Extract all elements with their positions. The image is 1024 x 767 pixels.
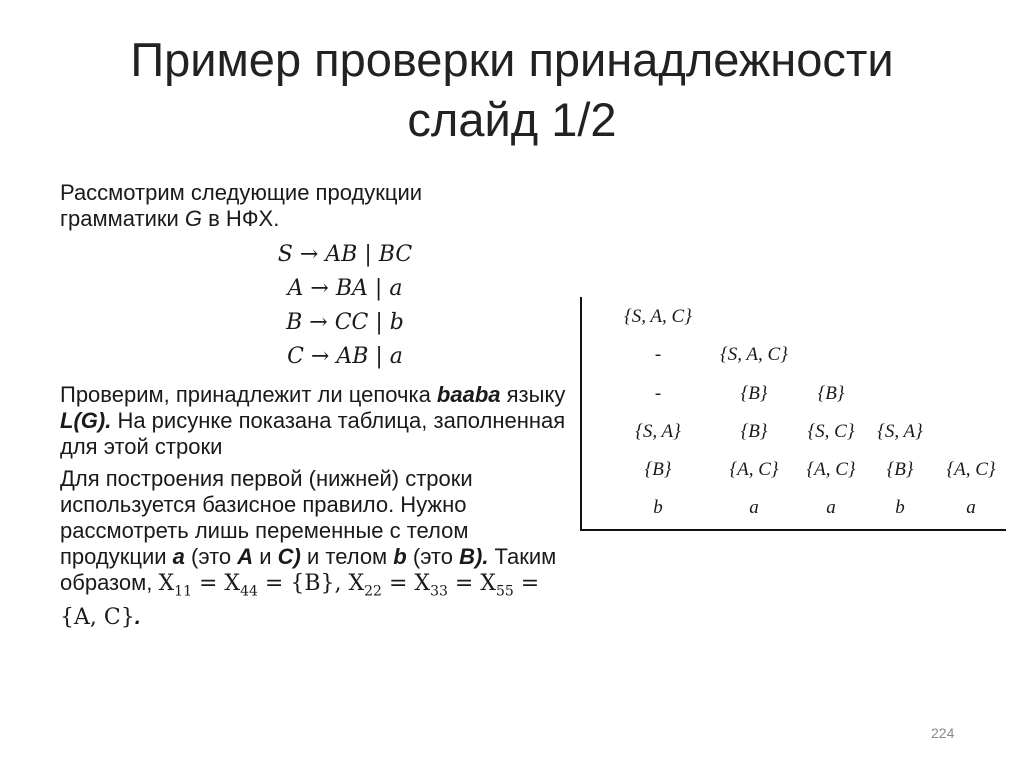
eq-end: . [134,604,141,630]
eq-part: = {B}, X [257,571,365,596]
cyk-cell: {A, C} [946,459,996,480]
production-rhs: BA [335,276,368,301]
production-lhs: C [287,344,304,369]
production-A [60,272,570,306]
bar-symbol: | [367,276,390,301]
variable-B: B). [459,544,489,569]
productions-list [60,238,570,374]
terminal-b: b [393,544,407,569]
bar-symbol: | [368,310,390,335]
cyk-cell: {S, A, C} [624,306,692,327]
production-rhs: AB [336,344,369,369]
check-text: языку [500,382,566,407]
page-number: 224 [931,725,955,741]
production-rhs: BC [378,242,413,267]
arrow-symbol: → [303,276,336,301]
grammar-symbol: G [184,206,203,231]
production-C [60,340,570,374]
check-text: Проверим, принадлежит ли цепочка [60,382,437,407]
eq-subscript: 33 [430,583,448,600]
eq-subscript: 11 [174,583,192,600]
language-symbol: L(G). [60,408,112,433]
cyk-cell: a [966,497,976,518]
bar-symbol: | [357,242,379,267]
cyk-cell: {A, C} [729,459,779,480]
basis-text: (это [184,544,238,569]
cyk-cell: {S, A} [635,421,681,442]
eq-part: = {A, C} [60,571,540,631]
eq-part: = X [447,571,496,596]
check-paragraph [60,382,570,460]
eq-subscript: 55 [495,583,514,600]
production-lhs: B [286,310,303,335]
production-S [60,238,570,272]
cyk-cell: {B} [817,383,845,404]
variable-A: A [237,544,254,569]
cyk-cell: {S, A} [877,421,923,442]
cyk-cell: {S, C} [807,421,855,442]
basis-text: и [253,544,278,569]
input-string: baaba [436,382,501,407]
arrow-symbol: → [292,242,326,267]
intro-line-1: Рассмотрим следующие продукции [60,180,423,205]
basis-paragraph [60,466,570,631]
title-line-1: Пример проверки принадлежности [130,33,894,86]
cyk-cell: b [895,497,905,518]
cyk-cell: a [826,497,836,518]
eq-part: X [158,571,175,596]
basis-text: Таким образом, [60,544,557,595]
cyk-cell: a [749,497,759,518]
production-rhs: CC [334,310,369,335]
cyk-cell: b [653,497,663,518]
intro-paragraph [60,180,570,232]
eq-part: = X [381,571,431,596]
eq-subscript: 44 [240,583,258,600]
check-text: На рисунке показана таблица, заполненная для этой строки [60,408,566,459]
intro-text: грамматики [60,206,185,231]
arrow-symbol: → [303,344,337,369]
arrow-symbol: → [302,310,335,335]
production-rhs: a [389,276,403,301]
production-rhs: a [389,344,403,369]
slide-title [0,30,1024,150]
cyk-cell: {A, C} [806,459,856,480]
cyk-table [580,297,1006,531]
intro-text-end: в НФХ. [202,206,280,231]
cyk-cell: {S, A, C} [720,344,788,365]
basis-text: Для построения первой (нижней) строки используется базисное правило. Нужно рассмотреть лишь переменные с телом продукции [60,466,473,569]
production-lhs: S [277,242,293,267]
intro-line-2 [60,206,570,232]
title-line-2: слайд 1/2 [407,93,617,146]
cyk-cell: {B} [740,383,768,404]
cyk-cell: {B} [886,459,914,480]
cyk-cell: - [654,344,662,365]
cyk-cell: - [654,383,662,404]
eq-subscript: 22 [364,583,382,600]
basis-text: (это [406,544,460,569]
bar-symbol: | [368,344,390,369]
production-rhs: AB [325,242,358,267]
basis-text: и телом [300,544,394,569]
eq-part: = X [191,571,241,596]
production-B [60,306,570,340]
cyk-cell: {B} [740,421,768,442]
production-lhs: A [287,276,304,301]
variable-C: C) [277,544,301,569]
production-rhs: b [389,310,404,335]
terminal-a: a [172,544,185,569]
cyk-cell: {B} [644,459,672,480]
slide-body [60,180,570,637]
